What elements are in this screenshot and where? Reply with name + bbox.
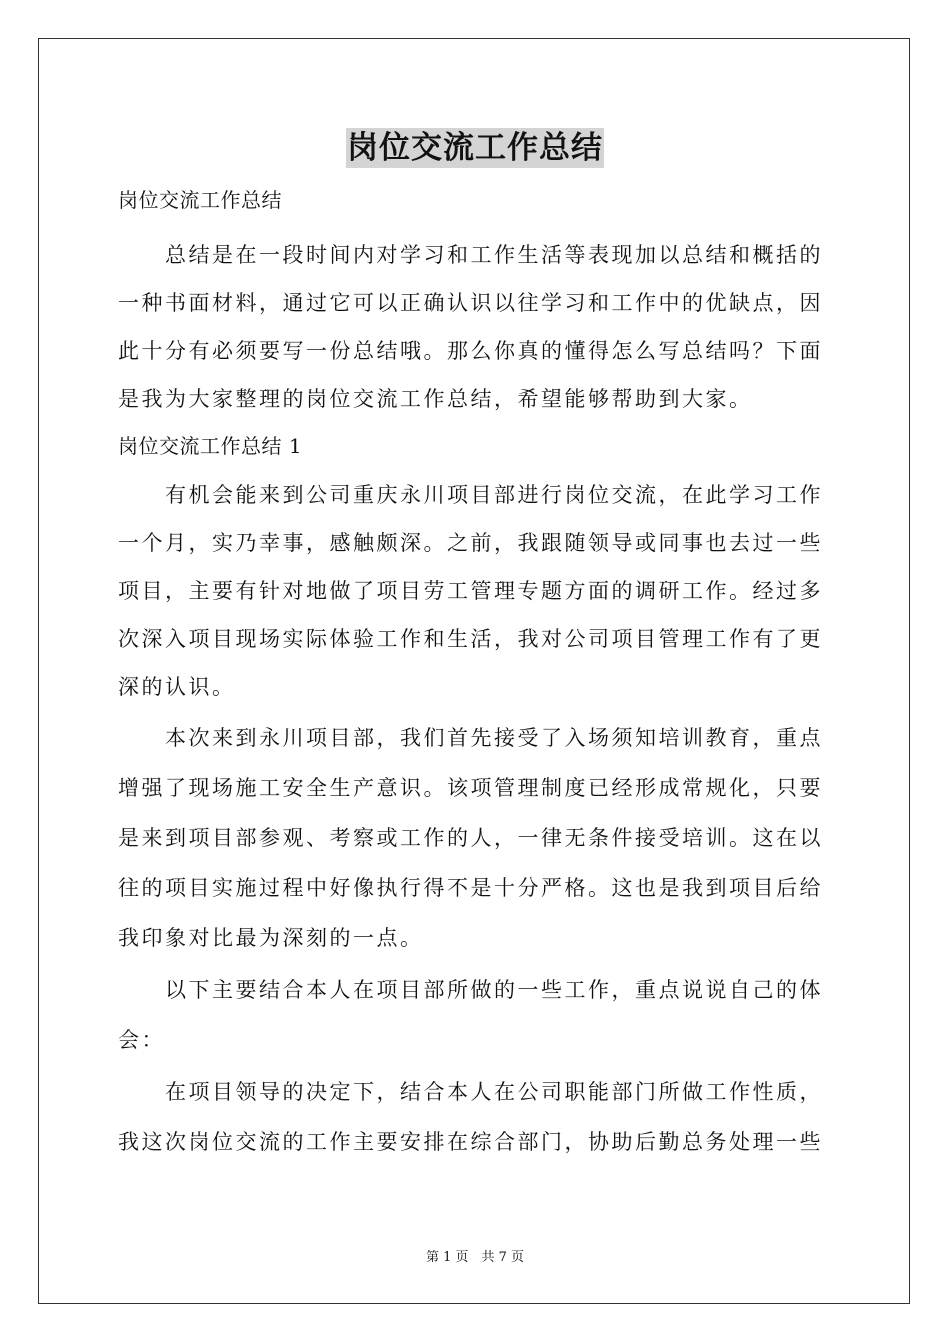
text-line: 我这次岗位交流的工作主要安排在综合部门，协助后勤总务处理一些 (118, 1130, 823, 1154)
section-heading: 岗位交流工作总结 1 (118, 434, 303, 458)
text-line: 在项目领导的决定下，结合本人在公司职能部门所做工作性质， (165, 1080, 823, 1104)
text-line: 次深入项目现场实际体验工作和生活，我对公司项目管理工作有了更 (118, 627, 823, 651)
text-line: 一种书面材料，通过它可以正确认识以往学习和工作中的优缺点，因 (118, 291, 823, 315)
document-title: 岗位交流工作总结 (347, 130, 603, 166)
text-line: 增强了现场施工安全生产意识。该项管理制度已经形成常规化，只要 (118, 776, 823, 800)
main-heading: 岗位交流工作总结 (118, 188, 282, 212)
text-line: 以下主要结合本人在项目部所做的一些工作，重点说说自己的体 (165, 978, 823, 1002)
text-line: 往的项目实施过程中好像执行得不是十分严格。这也是我到项目后给 (118, 876, 823, 900)
text-line: 深的认识。 (118, 675, 236, 699)
page-footer (0, 1249, 950, 1267)
text-line: 会： (118, 1028, 165, 1052)
text-line: 本次来到永川项目部，我们首先接受了入场须知培训教育，重点 (165, 726, 823, 750)
page-number: 第 1 页 共 7 页 (425, 1250, 525, 1265)
document-body (118, 182, 834, 1167)
text-line: 是来到项目部参观、考察或工作的人，一律无条件接受培训。这在以 (118, 826, 823, 850)
text-line: 此十分有必须要写一份总结哦。那么你真的懂得怎么写总结吗？下面 (118, 339, 823, 363)
text-line: 项目，主要有针对地做了项目劳工管理专题方面的调研工作。经过多 (118, 579, 823, 603)
text-line: 一个月，实乃幸事，感触颇深。之前，我跟随领导或同事也去过一些 (118, 531, 823, 555)
paragraph-3 (118, 965, 834, 1065)
intro-paragraph (118, 231, 834, 423)
text-line: 我印象对比最为深刻的一点。 (118, 926, 424, 950)
text-line: 总结是在一段时间内对学习和工作生活等表现加以总结和概括的 (165, 243, 823, 267)
paragraph-1 (118, 471, 834, 711)
paragraph-2 (118, 713, 834, 963)
text-line: 是我为大家整理的岗位交流工作总结，希望能够帮助到大家。 (118, 387, 753, 411)
title-area (0, 128, 950, 168)
text-line: 有机会能来到公司重庆永川项目部进行岗位交流，在此学习工作 (165, 483, 823, 507)
paragraph-4 (118, 1067, 834, 1167)
